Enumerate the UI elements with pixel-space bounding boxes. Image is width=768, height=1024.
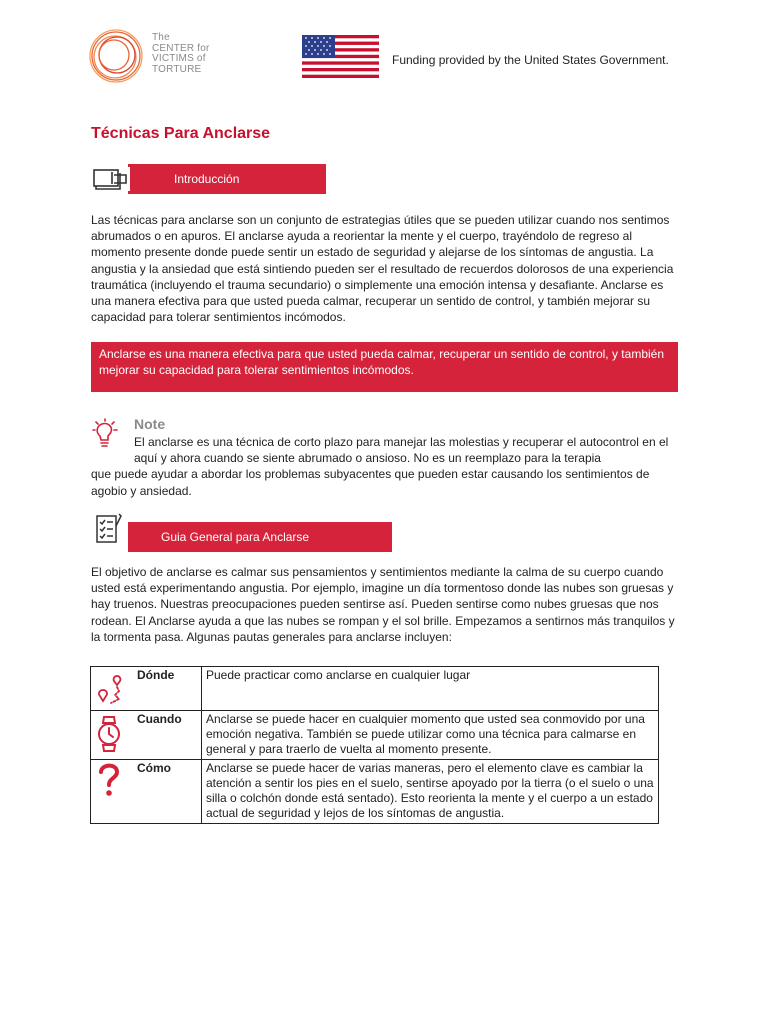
table-text-cell: Puede practicar como anclarse en cualquier lugar: [202, 667, 659, 711]
section-label: Introducción: [174, 172, 240, 186]
cvt-logo-icon: [88, 28, 144, 84]
us-flag-icon: [302, 35, 379, 78]
note-text-first: El anclarse es una técnica de corto plazo para manejar las molestias y recuperar el autocontrol en el aquí y ahora cuando se siente abrumado o ansioso. No es un reemplazo para la terapia: [134, 435, 669, 466]
table-text-cell: Anclarse se puede hacer de varias maneras, pero el elemento clave es cambiar la atención a sentir los pies en el suelo, sentirse apoyado por la tierra (o el suelo o una silla o colchón donde está sentado). Esto reorienta la mente y el cuerpo a un estado actual de seguridad y lejos de los síntomas de angustia.: [202, 760, 659, 824]
question-mark-icon: [97, 762, 121, 798]
table-text-cell: Anclarse se puede hacer en cualquier momento que usted sea conmovido por una emoción negativa. También se puede utilizar como una técnica para calmarse en general y para traerlo de vuelta al momento presente.: [202, 711, 659, 760]
page-title: Técnicas Para Anclarse: [91, 125, 271, 142]
table-label-cell: [91, 711, 202, 760]
note-text-rest: que puede ayudar a abordar los problemas subyacentes que pueden estar causando los sentimientos de agobio y ansiedad.: [91, 467, 650, 498]
guidelines-table: [90, 666, 659, 824]
note-body: [91, 434, 681, 499]
logo-line: The: [152, 32, 170, 43]
section-label: Guia General para Anclarse: [161, 530, 310, 544]
note-title: Note: [134, 416, 166, 432]
location-route-icon: [95, 673, 125, 705]
book-icon: [92, 167, 130, 191]
section-header-guide: [128, 522, 392, 552]
checklist-icon: [94, 512, 124, 546]
logo-line: TORTURE: [152, 63, 202, 75]
row-label: Cuando: [137, 712, 182, 726]
intro-paragraph: Las técnicas para anclarse son un conjunto de estrategias útiles que se pueden utilizar cuando nos sentimos abrumados o en apuros. El anclarse ayuda a reorientar la mente y el cuerpo, trayéndolo de regreso al momento presente donde puede sentir un estado de seguridad y alejarse de los síntomas de angustia. La angustia y la ansiedad que está sintiendo pueden ser el resultado de recuerdos dolorosos de una experiencia traumática (incluyendo el trauma secundario) o simplemente una emoción intensa y desafiante. Anclarse es una manera efectiva para que usted pueda calmar, recuperar un sentido de control, y también mejorar su capacidad para tolerar sentimientos incómodos.: [91, 213, 674, 325]
callout-box: Anclarse es una manera efectiva para que usted pueda calmar, recuperar un sentido de control, y también mejorar su capacidad para tolerar sentimientos incómodos.: [91, 342, 678, 392]
table-row: [91, 760, 659, 824]
cvt-logo-text: [152, 33, 210, 75]
table-row: [91, 711, 659, 760]
logo-line: VICTIMS of: [152, 53, 206, 64]
table-row: [91, 667, 659, 711]
guide-paragraph: El objetivo de anclarse es calmar sus pensamientos y sentimientos mediante la calma de su cuerpo cuando usted está experimentando angustia. Por ejemplo, imagine un día tormentoso donde las nubes son gruesas y hay truenos. Nuestras preocupaciones pueden sentirse así. Pueden sentirse como nubes gruesas que nos rodean. El Anclarse ayuda a que las nubes se rompan y el sol brille. Empezamos a sentirnos más tranquilos y la tormenta pasa. Algunas pautas generales para anclarse incluyen:: [91, 565, 675, 644]
table-label-cell: [91, 760, 202, 824]
section-header-intro: [128, 164, 326, 194]
row-label: Cómo: [137, 761, 171, 775]
row-label: Dónde: [137, 668, 175, 682]
watch-icon: [97, 715, 121, 753]
logo-line: CENTER for: [152, 42, 210, 54]
funding-notice: Funding provided by the United States Government.: [392, 53, 669, 67]
table-label-cell: [91, 667, 202, 711]
